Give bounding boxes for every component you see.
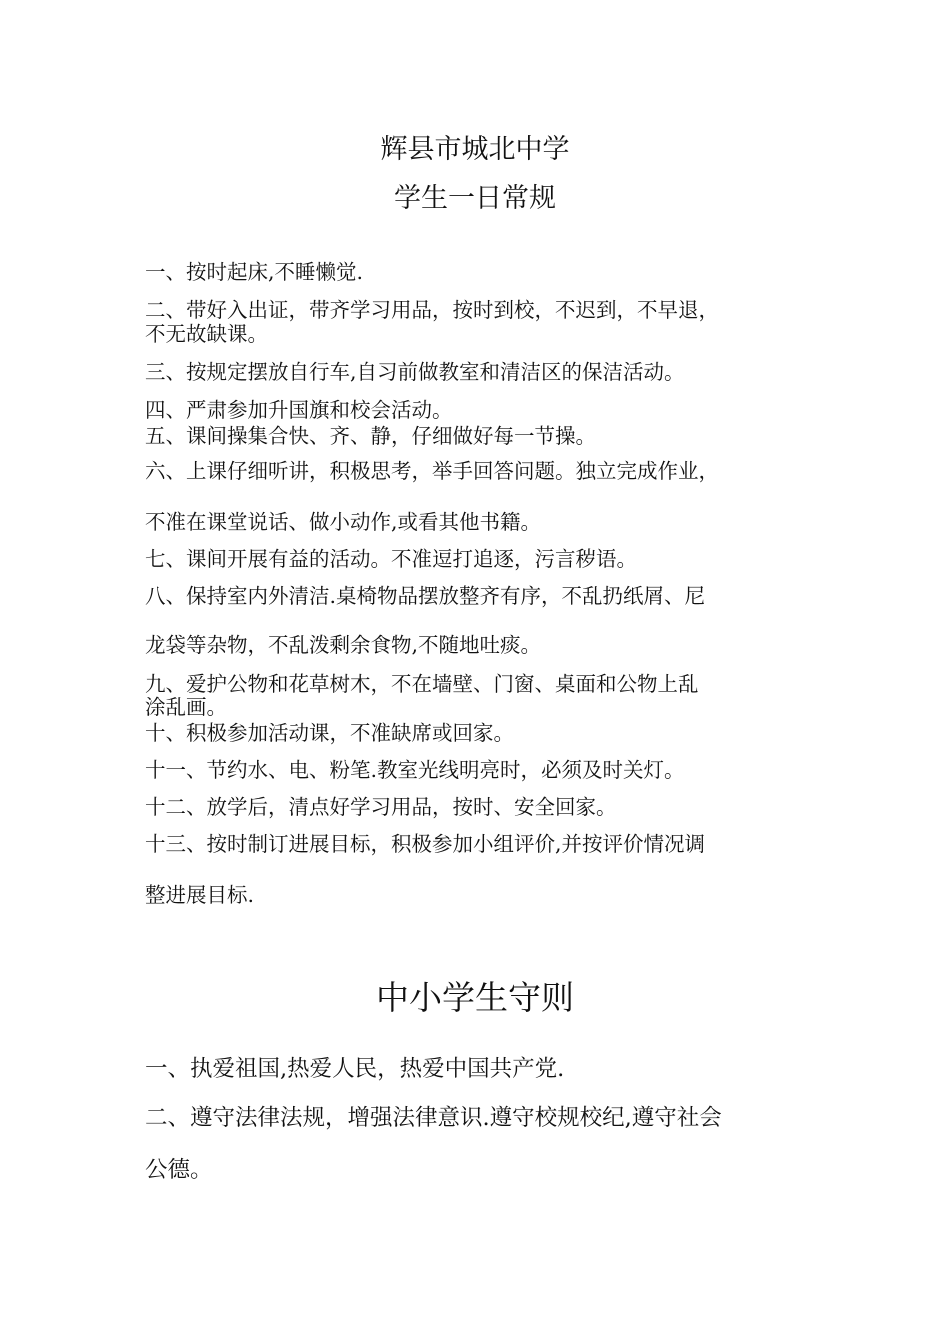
- rule-line: 不无故缺课。: [145, 322, 268, 346]
- rule-line: 四、严肃参加升国旗和校会活动。: [145, 398, 453, 422]
- student-code-title: 中小学生守则: [376, 978, 574, 1017]
- rule-line: 二、带好入出证，带齐学习用品，按时到校，不迟到，不早退，: [145, 298, 719, 322]
- rule-line: 十一、节约水、电、粉笔.教室光线明亮时，必须及时关灯。: [145, 758, 685, 782]
- rule-line: 整进展目标.: [145, 883, 255, 907]
- code-line: 公德。: [145, 1157, 213, 1183]
- rule-line: 十、积极参加活动课，不准缺席或回家。: [145, 721, 514, 745]
- rule-line: 涂乱画。: [145, 695, 227, 719]
- rule-line: 三、按规定摆放自行车,自习前做教室和清洁区的保洁活动。: [145, 360, 685, 384]
- rule-line: 龙袋等杂物，不乱泼剩余食物,不随地吐痰。: [145, 633, 542, 657]
- rule-line: 五、课间操集合快、齐、静，仔细做好每一节操。: [145, 424, 596, 448]
- rule-line: 一、按时起床,不睡懒觉.: [145, 260, 364, 284]
- daily-routine-title: 学生一日常规: [394, 183, 556, 214]
- rule-line: 十二、放学后，清点好学习用品，按时、安全回家。: [145, 795, 617, 819]
- rule-line: 六、上课仔细听讲，积极思考，举手回答问题。独立完成作业，: [145, 459, 719, 483]
- code-line: 二、遵守法律法规，增强法律意识.遵守校规校纪,遵守社会: [145, 1105, 722, 1131]
- rule-line: 八、保持室内外清洁.桌椅物品摆放整齐有序，不乱扔纸屑、尼: [145, 584, 706, 608]
- rule-line: 不准在课堂说话、做小动作,或看其他书籍。: [145, 510, 542, 534]
- rule-line: 七、课间开展有益的活动。不准逗打追逐，污言秽语。: [145, 547, 637, 571]
- rule-line: 九、爱护公物和花草树木，不在墙壁、门窗、桌面和公物上乱: [145, 672, 699, 696]
- school-title: 辉县市城北中学: [380, 134, 570, 165]
- code-line: 一、执爱祖国,热爱人民，热爱中国共产党.: [145, 1056, 565, 1082]
- rule-line: 十三、按时制订进展目标，积极参加小组评价,并按评价情况调: [145, 832, 706, 856]
